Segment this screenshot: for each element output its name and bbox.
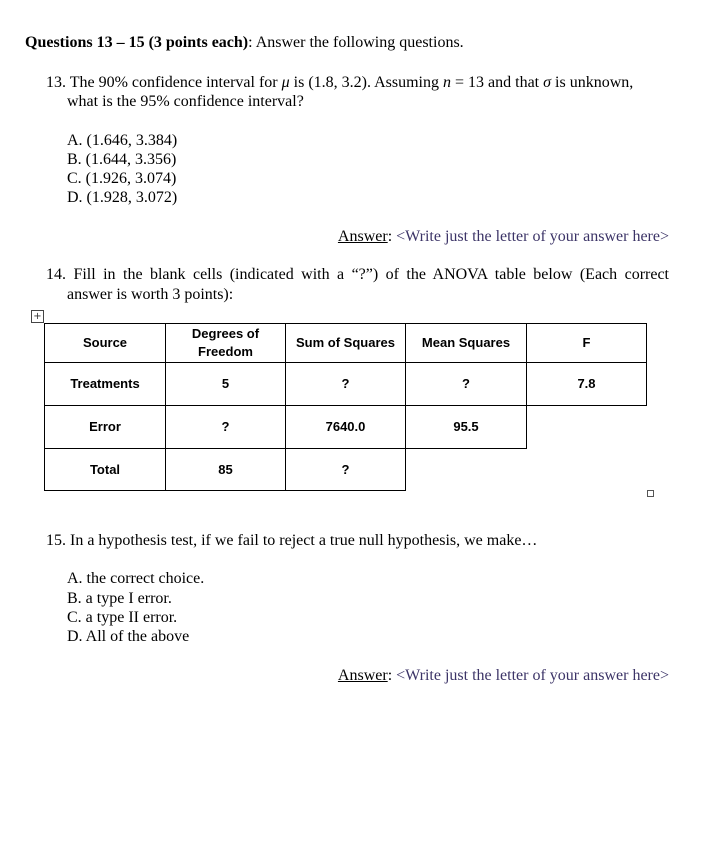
q13-line2: what is the 95% confidence interval? — [67, 93, 304, 110]
q15-option-b: B. a type I error. — [67, 590, 172, 607]
q13-text-a: 13. The 90% confidence interval for — [46, 74, 282, 91]
q15-answer-line — [338, 667, 669, 685]
q15-answer-colon: : — [387, 667, 393, 684]
q13-text-b: is (1.8, 3.2). Assuming — [289, 74, 443, 91]
q15-option-d: D. All of the above — [67, 628, 190, 645]
q13-n-symbol: n — [443, 74, 451, 91]
error-source: Error — [44, 405, 166, 449]
treatments-f: 7.8 — [526, 362, 647, 406]
q15-line1: 15. In a hypothesis test, if we fail to reject a true null hypothesis, we make… — [46, 532, 538, 549]
q13-line1 — [46, 74, 633, 92]
q15-option-c: C. a type II error. — [67, 609, 178, 626]
q13-option-a: A. (1.646, 3.384) — [67, 132, 178, 149]
q13-text-d: is unknown, — [551, 74, 634, 91]
total-df: 85 — [165, 448, 286, 491]
plus-icon[interactable]: + — [31, 310, 44, 323]
treatments-ss-blank[interactable]: ? — [285, 362, 406, 406]
header-source: Source — [44, 323, 166, 363]
total-ss-blank[interactable]: ? — [285, 448, 406, 491]
section-heading-bold: Questions 13 – 15 (3 points each) — [25, 34, 249, 51]
header-ss: Sum of Squares — [285, 323, 406, 363]
q13-answer-field[interactable]: <Write just the letter of your answer here> — [396, 228, 669, 245]
q13-text-c: = 13 and that — [451, 74, 544, 91]
square-icon[interactable] — [647, 490, 654, 497]
q13-sigma-symbol: σ — [543, 74, 552, 91]
section-heading-rest: : Answer the following questions. — [248, 34, 464, 51]
q13-option-b: B. (1.644, 3.356) — [67, 151, 177, 168]
q15-answer-label: Answer — [337, 667, 388, 684]
q15-option-a: A. the correct choice. — [67, 570, 205, 587]
q13-mu-symbol: μ — [281, 74, 290, 91]
treatments-df: 5 — [165, 362, 286, 406]
q14-line1: 14. Fill in the blank cells (indicated with a “?”) of the ANOVA table below (Each correct — [46, 266, 669, 283]
q15-answer-field[interactable]: <Write just the letter of your answer here> — [396, 667, 669, 684]
header-f: F — [526, 323, 647, 363]
total-source: Total — [44, 448, 166, 491]
error-df-blank[interactable]: ? — [165, 405, 286, 449]
q13-answer-line — [338, 228, 669, 246]
q13-option-c: C. (1.926, 3.074) — [67, 170, 177, 187]
treatments-source: Treatments — [44, 362, 166, 406]
q14-line2: answer is worth 3 points): — [67, 286, 234, 303]
header-ms: Mean Squares — [405, 323, 527, 363]
error-ss: 7640.0 — [285, 405, 406, 449]
q13-option-d: D. (1.928, 3.072) — [67, 189, 178, 206]
treatments-ms-blank[interactable]: ? — [405, 362, 527, 406]
header-df: Degrees of Freedom — [165, 323, 286, 363]
section-heading — [25, 34, 464, 52]
q13-answer-label: Answer — [337, 228, 388, 245]
q13-answer-colon: : — [387, 228, 393, 245]
error-ms: 95.5 — [405, 405, 527, 449]
